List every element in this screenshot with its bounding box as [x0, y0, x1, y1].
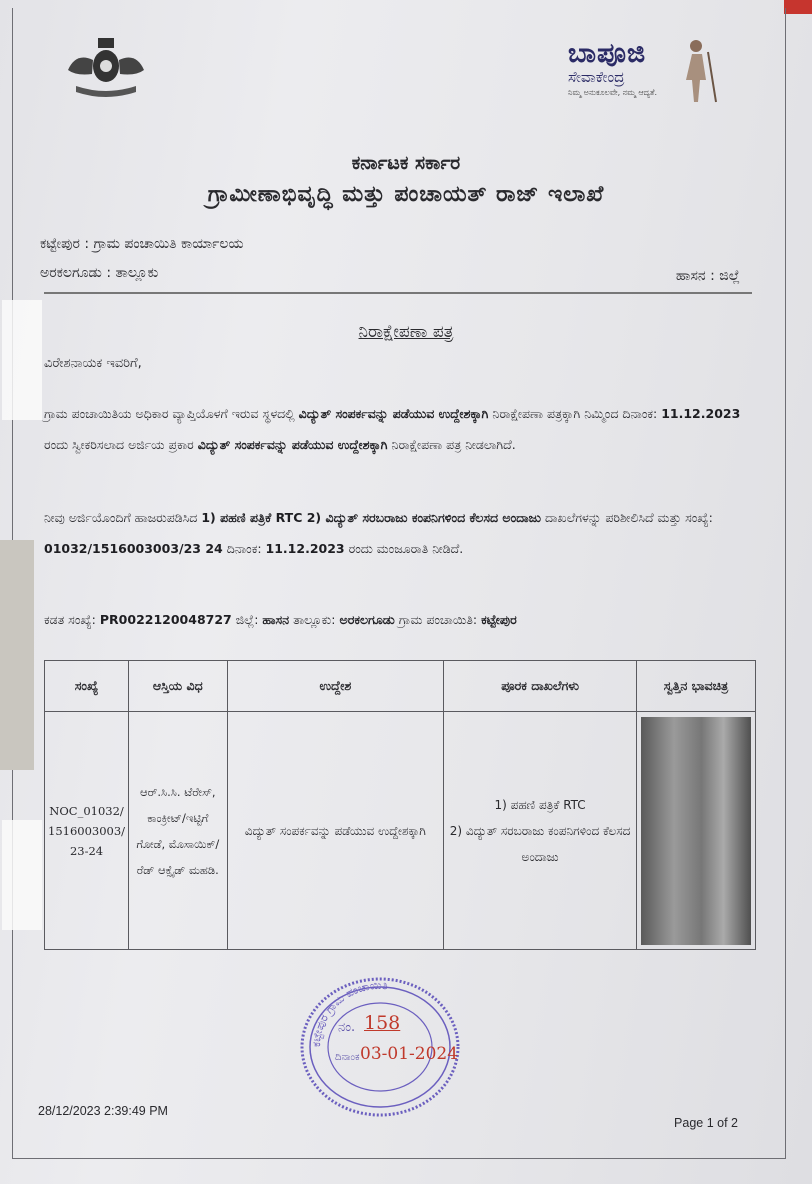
district-value: ಹಾಸನ: [262, 612, 290, 627]
sanction-date: 11.12.2023: [265, 541, 345, 556]
para1-purpose: ವಿದ್ಯುತ್ ಸಂಪರ್ಕವನ್ನು ಪಡೆಯುವ ಉದ್ದೇಶಕ್ಕಾಗಿ: [197, 437, 388, 452]
gandhi-walking-icon: [672, 36, 722, 106]
sanction-number: 01032/1516003003/23 24: [44, 541, 223, 556]
department-title: ಗ್ರಾಮೀಣಾಭಿವೃದ್ಧಿ ಮತ್ತು ಪಂಚಾಯತ್ ರಾಜ್ ಇಲಾಖೆ: [207, 182, 605, 207]
addressee: ವಿರೇಶನಾಯಕ ಇವರಿಗೆ,: [44, 356, 142, 371]
paragraph-1: [44, 398, 764, 460]
gp-label: ಗ್ರಾಮ ಪಂಚಾಯಿತಿ:: [398, 612, 478, 627]
cell-purpose: ವಿದ್ಯುತ್ ಸಂಪರ್ಕವನ್ನು ಪಡೆಯುವ ಉದ್ದೇಶಕ್ಕಾಗಿ: [227, 712, 444, 950]
para1-text: ಗ್ರಾಮ ಪಂಚಾಯಿತಿಯ ಅಧಿಕಾರ ವ್ಯಾಪ್ತಿಯೊಳಗೆ ಇರುವ ಸ್ಥಳದಲ್ಲಿ: [44, 406, 295, 421]
para1-text: ನಿರಾಕ್ಷೇಪಣಾ ಪತ್ರಕ್ಕಾಗಿ ನಿಮ್ಮಿಂದ ದಿನಾಂಕ:: [492, 406, 658, 421]
para1-text: ರಂದು ಸ್ವೀಕರಿಸಲಾದ ಅರ್ಜಿಯ ಪ್ರಕಾರ: [44, 437, 194, 452]
para2-text: ದಾಖಲೆಗಳನ್ನು ಪರಿಶೀಲಿಸಿದೆ ಮತ್ತು ಸಂಖ್ಯೆ:: [545, 510, 713, 525]
paragraph-3: [44, 604, 764, 635]
office-line: ಕಟ್ಟೇಪುರ : ಗ್ರಾಮ ಪಂಚಾಯಿತಿ ಕಾರ್ಯಾಲಯ: [40, 236, 244, 252]
seal-number: 158: [364, 1012, 401, 1034]
district-line: ಹಾಸನ : ಜಿಲ್ಲೆ: [675, 268, 740, 284]
logo-tagline: ನಿಮ್ಮ ಅನುಕೂಲವೇ, ನಮ್ಮ ಆದ್ಯತೆ.: [568, 88, 658, 97]
underlying-page-fragment: [0, 540, 34, 770]
seal-no-label: ನಂ.: [338, 1020, 356, 1035]
taluk-line: ಅರಕಲಗೂಡು : ತಾಲ್ಲೂಕು: [40, 265, 159, 281]
cell-property-type: ಆರ್.ಸಿ.ಸಿ. ಟೆರೇಸ್, ಕಾಂಕ್ರೀಟ್/ಇಟ್ಟಿಗೆ ಗೋಡೆ, ಮೊಸಾಯಿಕ್/ರೆಡ್ ಆಕ್ಸೈಡ್ ಮಹಡಿ.: [129, 712, 227, 950]
doc-item: 2) ವಿದ್ಯುತ್ ಸರಬರಾಜು ಕಂಪನಿಗಳಿಂದ ಕೆಲಸದ ಅಂದಾಜು: [449, 823, 631, 864]
col-header-photo: ಸ್ವತ್ತಿನ ಭಾವಚಿತ್ರ: [637, 661, 756, 712]
noc-details-table: [44, 660, 756, 950]
para2-text: ದಿನಾಂಕ:: [226, 541, 262, 556]
para1-text: ನಿರಾಕ್ಷೇಪಣಾ ಪತ್ರ ನೀಡಲಾಗಿದೆ.: [391, 437, 516, 452]
table-header-row: [45, 661, 756, 712]
logo-line1: ಬಾಪೂಜಿ: [568, 38, 647, 69]
header-divider: [44, 292, 752, 294]
seal-date: 03-01-2024: [360, 1044, 459, 1064]
cell-number: NOC_01032/1516003003/23-24: [45, 712, 129, 950]
govt-title: ಕರ್ನಾಟಕ ಸರ್ಕಾರ: [351, 152, 461, 174]
para2-text: ರಂದು ಮಂಜೂರಾತಿ ನೀಡಿದೆ.: [348, 541, 464, 556]
file-no-label: ಕಡತ ಸಂಖ್ಯೆ:: [44, 612, 96, 627]
karnataka-emblem-icon: [62, 30, 150, 102]
seal-date-label: ದಿನಾಂಕ: [335, 1052, 360, 1063]
cell-photo: [637, 712, 756, 950]
col-header-property-type: ಆಸ್ತಿಯ ವಿಧ: [129, 661, 227, 712]
seal-ring-text: ಕಟ್ಟೇಪುರ ಗ್ರಾಮ ಪಂಚಾಯಿತಿ: [309, 978, 389, 1048]
table-row: [45, 712, 756, 950]
paragraph-2: [44, 502, 764, 564]
district-label: ಜಿಲ್ಲೆ:: [235, 612, 259, 627]
document-subject: ನಿರಾಕ್ಷೇಪಣಾ ಪತ್ರ: [358, 322, 454, 342]
background-edge: [784, 0, 812, 14]
taluk-value: ಅರಕಲಗೂಡು: [339, 612, 395, 627]
submitted-documents: 1) ಪಹಣಿ ಪತ್ರಿಕೆ RTC 2) ವಿದ್ಯುತ್ ಸರಬರಾಜು ಕಂಪನಿಗಳಿಂದ ಕೆಲಸದ ಅಂದಾಜು: [201, 510, 542, 525]
page-indicator: Page 1 of 2: [674, 1116, 738, 1130]
tape-strip: [2, 820, 42, 930]
application-date: 11.12.2023: [661, 406, 741, 421]
col-header-documents: ಪೂರಕ ದಾಖಲೆಗಳು: [444, 661, 637, 712]
print-timestamp: 28/12/2023 2:39:49 PM: [38, 1104, 168, 1118]
logo-line2: ಸೇವಾಕೇಂದ್ರ: [568, 68, 625, 86]
col-header-number: ಸಂಖ್ಯೆ: [45, 661, 129, 712]
file-number: PR0022120048727: [99, 612, 232, 627]
col-header-purpose: ಉದ್ದೇಶ: [227, 661, 444, 712]
taluk-label: ತಾಲ್ಲೂಕು:: [293, 612, 336, 627]
property-photo: [641, 717, 751, 945]
doc-item: 1) ಪಹಣಿ ಪತ್ರಿಕೆ RTC: [494, 797, 586, 812]
gp-value: ಕಟ್ಟೇಪುರ: [481, 612, 517, 627]
para2-text: ನೀವು ಅರ್ಜಿಯೊಂದಿಗೆ ಹಾಜರುಪಡಿಸಿದ: [44, 510, 198, 525]
tape-strip: [2, 300, 42, 420]
para1-purpose: ವಿದ್ಯುತ್ ಸಂಪರ್ಕವನ್ನು ಪಡೆಯುವ ಉದ್ದೇಶಕ್ಕಾಗಿ: [298, 406, 489, 421]
cell-documents: [444, 712, 637, 950]
